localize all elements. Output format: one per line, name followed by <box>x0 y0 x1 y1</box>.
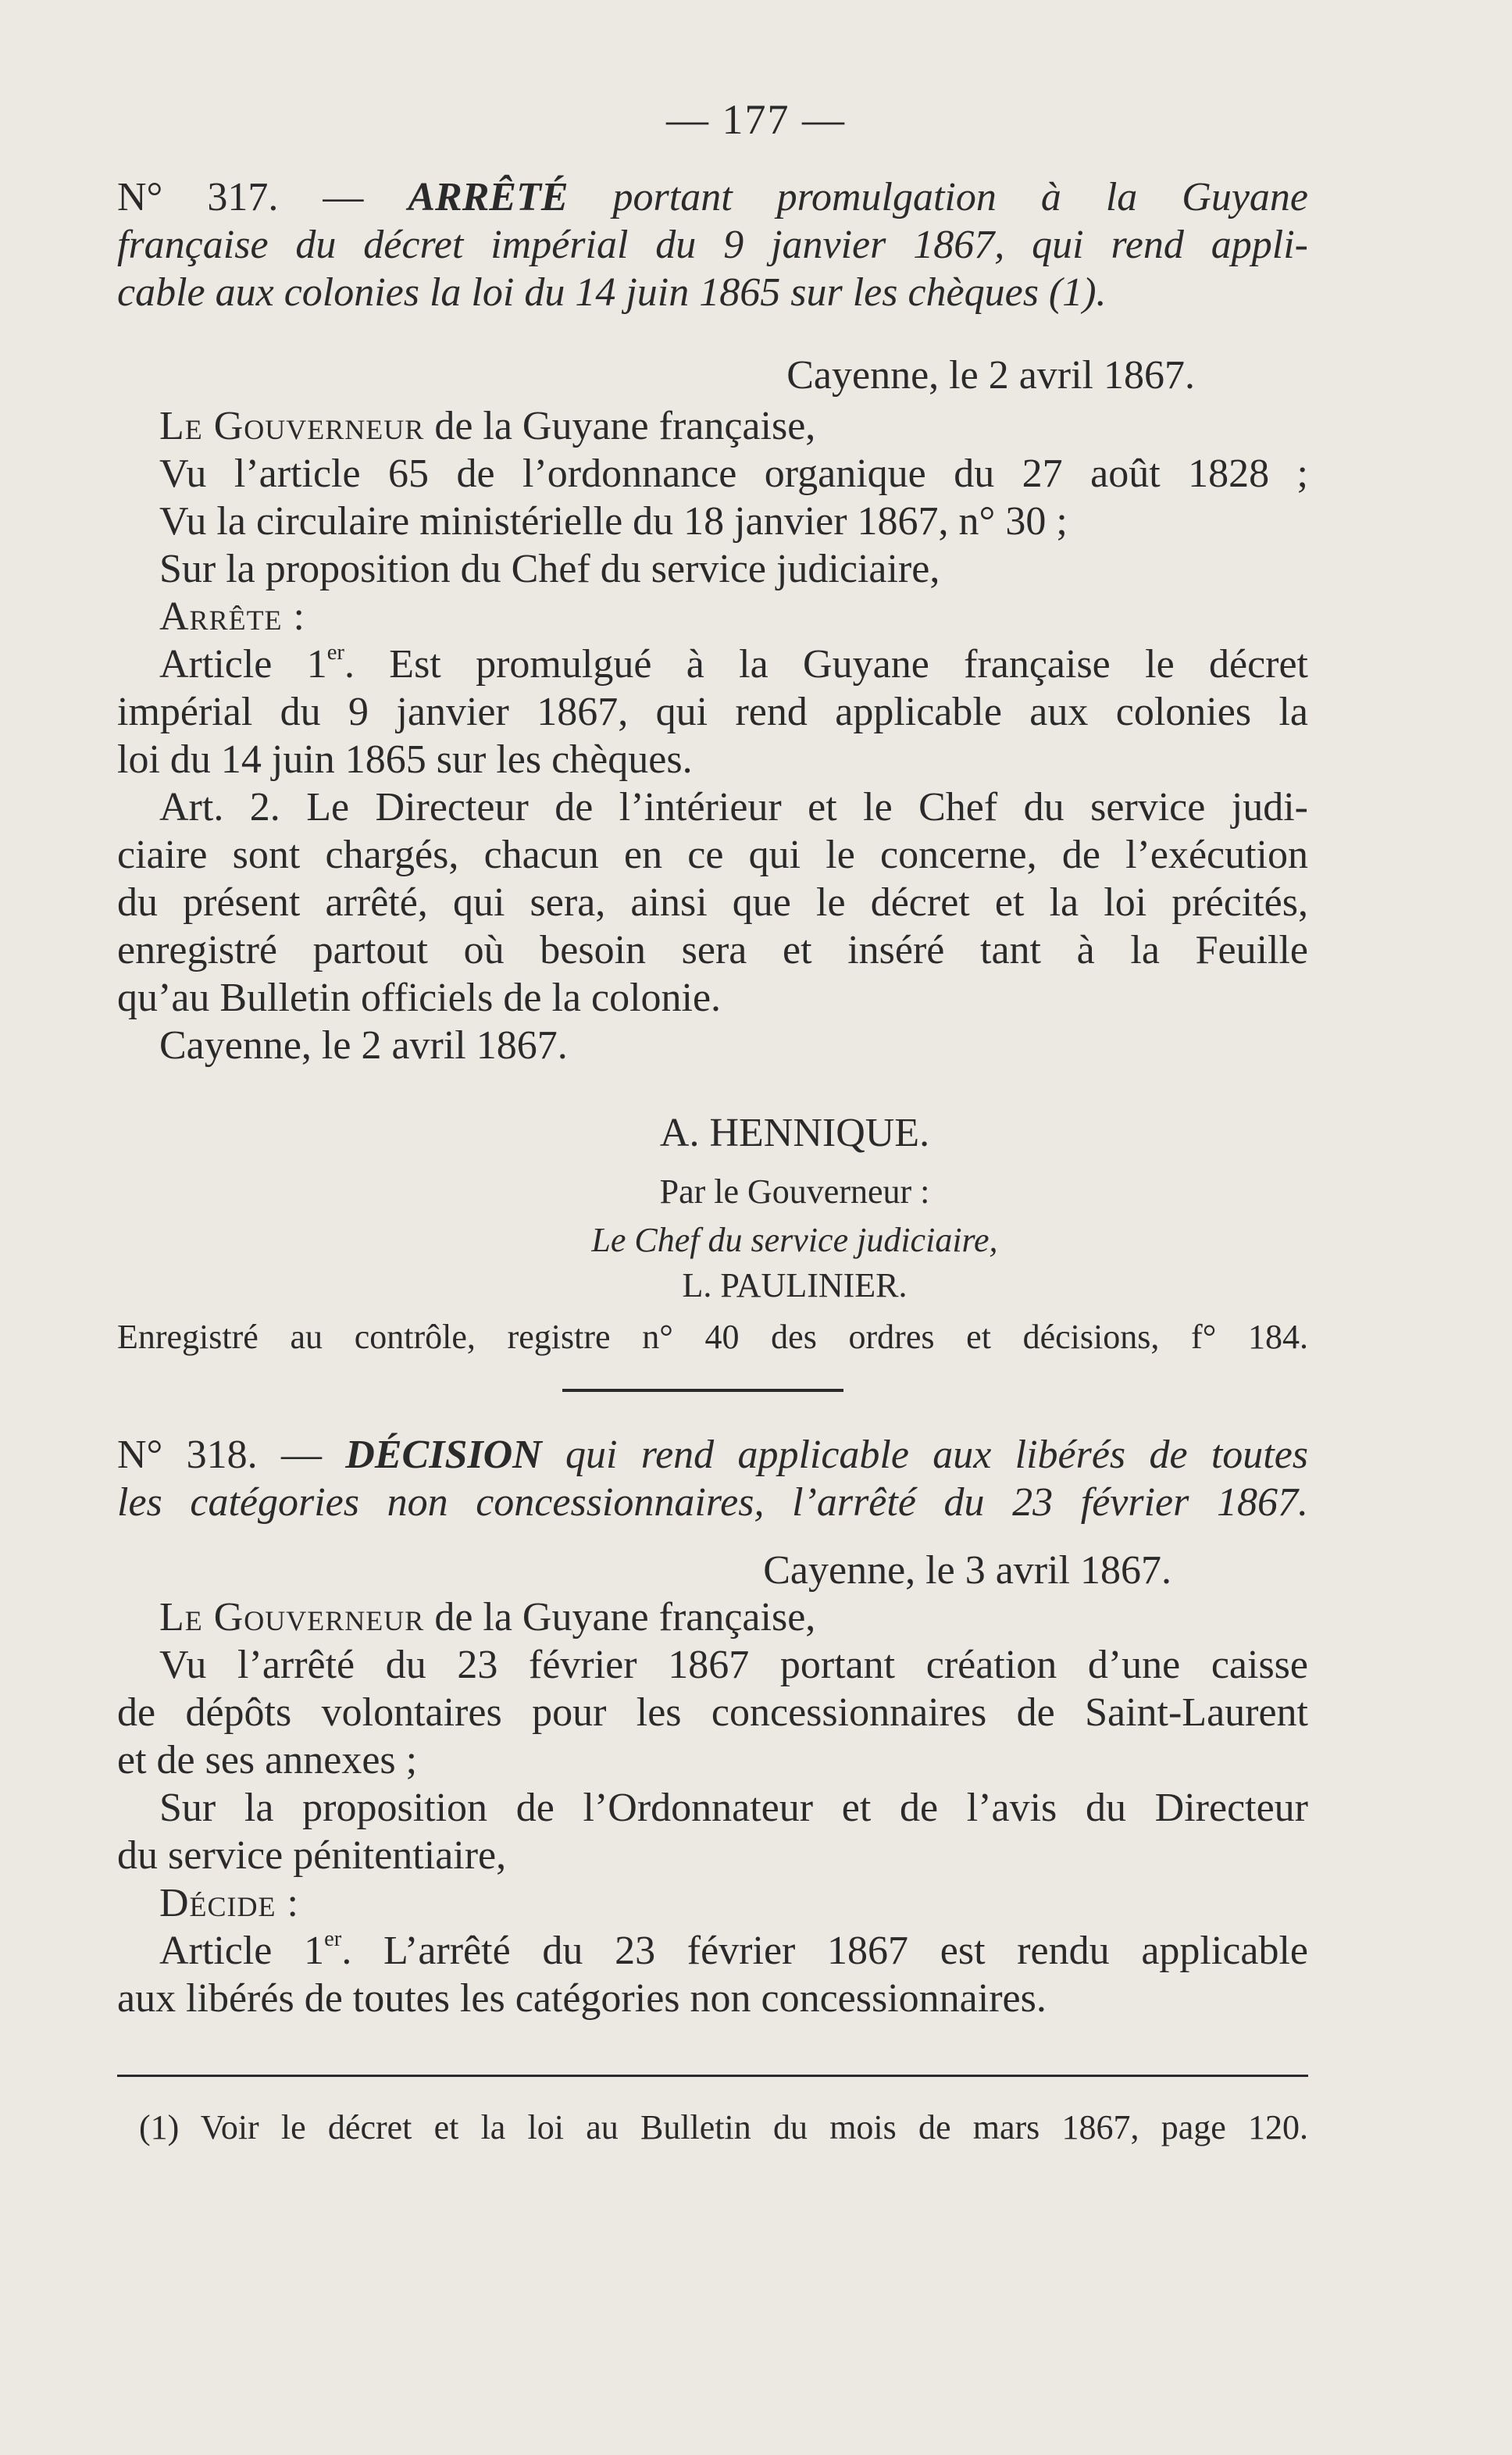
act-317-art1-line-3: loi du 14 juin 1865 sur les chèques. <box>117 737 693 782</box>
act-318-art1-label: Article 1 <box>159 1929 325 1973</box>
act-317-vu-1: Vu l’article 65 de l’ordonnance organique du 27 août 1828 ; <box>159 451 1308 496</box>
act-317-art2-line-2: ciaire sont chargés, chacun en ce qui le concerne, de l’exécution <box>117 833 1308 877</box>
act-317-art1-line-1: . Est promulgué à la Guyane française le décret <box>344 642 1308 687</box>
act-318-art1-sup: er <box>324 1927 342 1952</box>
act-317-arrete: Arrête : <box>159 594 305 639</box>
footnote: (1) Voir le décret et la loi au Bulletin du mois de mars 1867, page 120. <box>139 2108 1308 2146</box>
act-318-sur-line-1: Sur la proposition de l’Ordonnateur et de l’avis du Directeur <box>159 1786 1308 1830</box>
act-318-sur-line-2: du service pénitentiaire, <box>117 1833 507 1878</box>
act-318-vu-line-3: et de ses annexes ; <box>117 1738 418 1782</box>
act-318-dash: — <box>280 1433 322 1477</box>
act-317-dash: — <box>323 175 364 219</box>
act-317-art2-line-4: enregistré partout où besoin sera et inséré tant à la Feuille <box>117 928 1308 972</box>
act-318-art1-line-2: aux libérés de toutes les catégories non concessionnaires. <box>117 1976 1047 2021</box>
act-317-body <box>117 402 1308 1069</box>
act-317-authority-rest: de la Guyane française, <box>434 404 816 448</box>
act-317-title-line-2: française du décret impérial du 9 janvier 1867, qui rend appli- <box>117 223 1308 267</box>
act-318-vu-line-1: Vu l’arrêté du 23 février 1867 portant création d’une caisse <box>159 1643 1308 1687</box>
act-318-number: N° 318. <box>117 1433 258 1477</box>
act-317-art2-line-3: du présent arrêté, qui sera, ainsi que le décret et la loi précités, <box>117 880 1308 925</box>
act-318-heading <box>117 1431 1308 1526</box>
act-318-title-line-1: qui rend applicable aux libérés de toutes <box>565 1433 1309 1477</box>
act-317-authority: Le Gouverneur <box>159 404 425 448</box>
act-317-place-date: Cayenne, le 2 avril 1867. <box>786 353 1195 398</box>
act-318-body <box>117 1593 1308 2022</box>
act-317-art1-label: Article 1 <box>159 642 327 687</box>
act-318-authority: Le Gouverneur <box>159 1595 425 1640</box>
act-318-title-line-2: les catégories non concessionnaires, l’arrêté du 23 février 1867. <box>117 1480 1308 1525</box>
act-317-art2-line-5: qu’au Bulletin officiels de la colonie. <box>117 976 722 1020</box>
act-317-type: ARRÊTÉ <box>408 175 569 219</box>
act-317-number: N° 317. <box>117 175 279 219</box>
act-318-type: DÉCISION <box>345 1433 542 1477</box>
act-317-role: Le Chef du service judiciaire, <box>591 1221 998 1259</box>
footnote-rule <box>117 2075 1308 2077</box>
act-318-place-date: Cayenne, le 3 avril 1867. <box>763 1548 1171 1593</box>
act-317-art2-line-1: Art. 2. Le Directeur de l’intérieur et le Chef du service judi- <box>159 785 1308 830</box>
act-317-title-line-3: cable aux colonies la loi du 14 juin 1865 sur les chèques (1). <box>117 270 1107 315</box>
act-317-title-line-1: portant promulgation à la Guyane <box>612 175 1308 219</box>
act-317-signature: A. HENNIQUE. <box>659 1111 930 1155</box>
act-318-vu-line-2: de dépôts volontaires pour les concessionnaires de Saint-Laurent <box>117 1690 1308 1735</box>
act-317-countersignature: L. PAULINIER. <box>682 1266 908 1304</box>
act-317-closing-date: Cayenne, le 2 avril 1867. <box>159 1023 568 1068</box>
page-number: — 177 — <box>666 96 846 143</box>
act-318-authority-rest: de la Guyane française, <box>434 1595 816 1640</box>
act-317-vu-2: Vu la circulaire ministérielle du 18 janvier 1867, n° 30 ; <box>159 499 1068 544</box>
act-318-decide: Décide : <box>159 1881 299 1925</box>
act-317-art1-sup: er <box>326 641 344 665</box>
act-317-registration: Enregistré au contrôle, registre n° 40 des ordres et décisions, f° 184. <box>117 1318 1308 1356</box>
section-divider <box>562 1389 843 1392</box>
act-317-par-le-gouverneur: Par le Gouverneur : <box>659 1172 930 1211</box>
act-317-sur: Sur la proposition du Chef du service judiciaire, <box>159 547 940 591</box>
act-318-art1-line-1: . L’arrêté du 23 février 1867 est rendu applicable <box>341 1929 1308 1973</box>
act-317-heading <box>117 173 1308 316</box>
act-317-art1-line-2: impérial du 9 janvier 1867, qui rend applicable aux colonies la <box>117 690 1308 734</box>
